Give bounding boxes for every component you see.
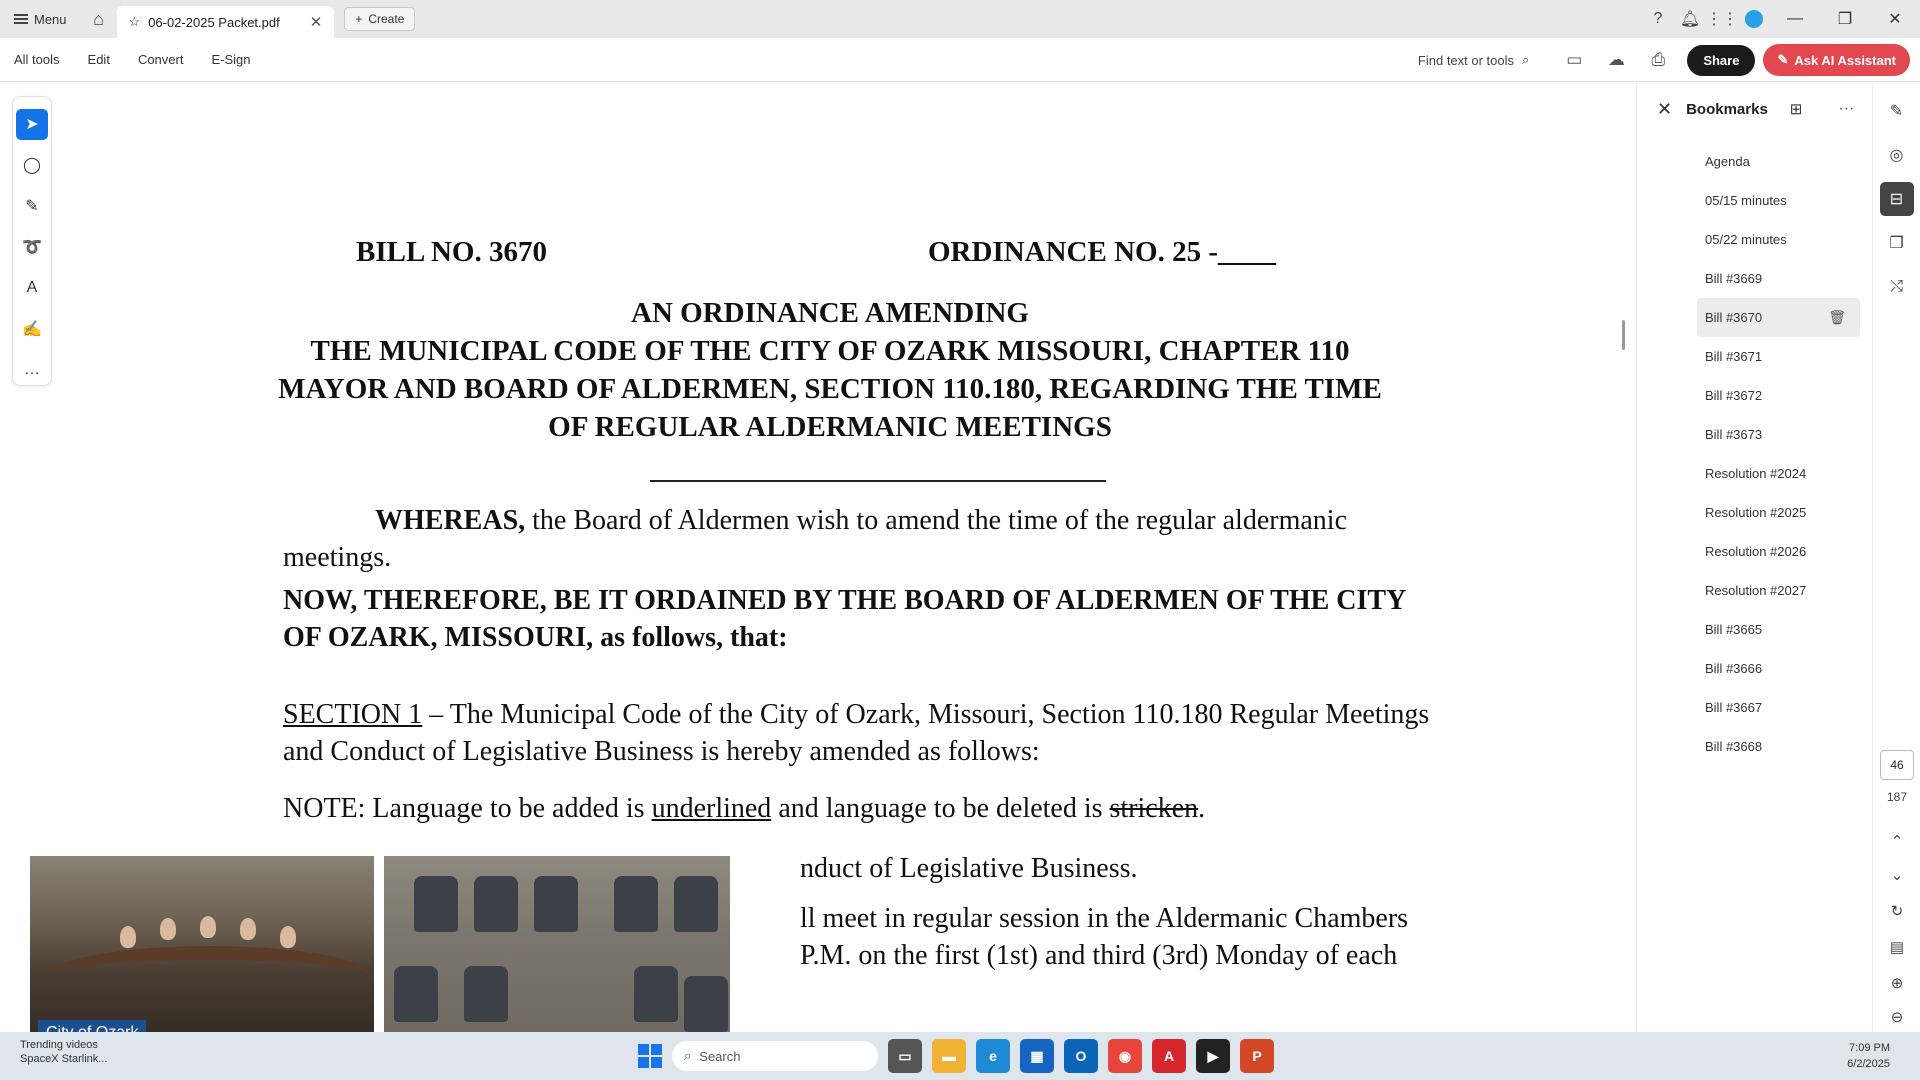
section-label: SECTION 1 [283,699,423,730]
quick-tools-rail [12,96,52,386]
zoom-out-icon[interactable]: ⊖ [1890,1009,1904,1026]
bookmarks-title: Bookmarks [1686,100,1768,118]
chevron-up-icon[interactable]: ⌃ [1890,833,1904,850]
main-toolbar [0,38,1920,82]
bookmark-item[interactable]: Resolution #2027 [1705,583,1807,598]
partial-heading: nduct of Legislative Business. [800,853,1138,884]
partial-body [800,900,1500,974]
comment-icon[interactable]: ◯ [23,157,41,175]
council-member [120,926,136,948]
council-dais [50,946,370,1006]
council-member [200,916,216,938]
comment-panel-icon[interactable]: ◎ [1889,147,1904,164]
find-text-button[interactable] [1418,52,1529,68]
audience-camera [384,856,730,1050]
more-tools-icon[interactable]: … [24,360,40,378]
title-line: OF REGULAR ALDERMANIC MEETINGS [548,411,1112,443]
bell-icon[interactable]: 🔔︎ [1679,11,1701,28]
taskbar-apps [638,1040,1274,1072]
ai-assistant-label: Ask AI Assistant [1794,52,1896,68]
profile-avatar[interactable] [1738,0,1770,38]
select-cursor-icon[interactable]: ➤ [16,109,48,140]
media-player-icon[interactable]: ▶ [1196,1039,1230,1073]
edit-pdf-icon[interactable]: ✎ [1889,103,1904,120]
chrome-icon[interactable]: ◉ [1108,1039,1142,1073]
news-widget[interactable] [20,1038,107,1066]
powerpoint-icon[interactable]: P [1240,1039,1274,1073]
windows-taskbar [0,1032,1920,1080]
chair [634,966,678,1022]
chevron-down-icon[interactable]: ⌄ [1890,867,1904,884]
bookmark-item[interactable]: Bill #3673 [1705,427,1763,442]
note-paragraph [283,790,1433,827]
create-button[interactable] [344,7,415,31]
partial-body-line: P.M. on the first (1st) and third (3rd) Monday of each [800,940,1398,971]
note-text-a: NOTE: Language to be added is [283,793,652,824]
bookmark-list [1637,134,1872,766]
window-controls-area [1642,0,1920,38]
zoom-in-icon[interactable]: ⊕ [1890,975,1904,992]
document-scrollbar[interactable] [1622,320,1625,350]
clock-time: 7:09 PM [1849,1042,1890,1054]
title-tab-bar [0,0,1920,38]
ai-assistant-button[interactable] [1763,44,1910,76]
pages-icon[interactable]: ❐ [1889,235,1904,252]
more-options-icon[interactable]: ··· [1838,100,1855,117]
save-icon[interactable]: ▭ [1566,50,1583,69]
create-label: Create [368,12,405,26]
hamburger-icon [14,14,28,24]
council-chamber-camera [30,856,374,1050]
apps-grid-icon[interactable]: ⋮⋮ [1706,11,1738,28]
document-tab-title: 06-02-2025 Packet.pdf [148,14,280,30]
clock-date: 6/2/2025 [1847,1058,1890,1070]
bookmark-item[interactable]: 05/15 minutes [1705,193,1787,208]
search-icon: ⌕ [1522,52,1530,67]
bookmark-item[interactable]: Bill #3669 [1705,271,1763,286]
ordinance-number: ORDINANCE NO. 25 -____ [928,236,1276,268]
bookmark-item[interactable]: Resolution #2025 [1705,505,1807,520]
title-line: AN ORDINANCE AMENDING [631,297,1029,329]
bookmark-item-selected[interactable] [1697,298,1860,337]
bookmarks-panel [1636,84,1872,1032]
total-pages: 187 [1886,790,1908,804]
current-page-input[interactable]: 46 [1880,750,1914,780]
minimize-icon[interactable]: — [1787,10,1803,27]
chair [534,876,578,932]
restore-icon[interactable]: ❐ [1837,11,1853,28]
bookmark-item[interactable]: Bill #3665 [1705,622,1763,637]
ordained-tail: as follows, that: [593,622,788,653]
trash-icon[interactable]: 🗑︎ [1828,309,1846,325]
star-icon[interactable]: ☆ [128,14,141,29]
windows-start-icon[interactable] [638,1044,662,1068]
title-line: MAYOR AND BOARD OF ALDERMEN, SECTION 110.180, REGARDING THE TIME [278,373,1382,405]
edge-browser-icon[interactable]: e [976,1039,1010,1073]
menu-button[interactable] [0,0,81,38]
bookmark-item[interactable]: Bill #3667 [1705,700,1763,715]
bookmark-item[interactable]: Bill #3668 [1705,739,1763,754]
toolbar-convert[interactable]: Convert [137,52,184,67]
bookmark-selected-label: Bill #3670 [1705,310,1763,325]
council-member [240,918,256,940]
chair [684,976,728,1032]
close-window-icon[interactable]: ✕ [1888,11,1902,28]
home-icon[interactable]: ⌂ [93,8,104,29]
bookmark-item[interactable]: Resolution #2026 [1705,544,1807,559]
document-tab[interactable] [117,6,335,38]
text-box-icon[interactable]: A [26,278,38,296]
chair [414,876,458,932]
close-tab-icon[interactable]: ✕ [309,14,323,31]
chair [464,966,508,1022]
news-line: SpaceX Starlink... [20,1053,108,1065]
title-line: THE MUNICIPAL CODE OF THE CITY OF OZARK MISSOURI, CHAPTER 110 [310,335,1350,367]
taskbar-search[interactable] [672,1041,878,1071]
draw-freeform-icon[interactable]: ➰ [22,239,42,256]
council-member [280,926,296,948]
task-view-icon[interactable]: ▭ [888,1039,922,1073]
ai-assistant-icon: ✎ [1777,52,1789,67]
toolbar-edit[interactable]: Edit [87,52,110,67]
menu-label: Menu [34,11,67,27]
add-bookmark-icon[interactable]: ⊞ [1789,101,1803,118]
chair [474,876,518,932]
note-stricken: stricken [1109,793,1199,824]
bookmark-item[interactable]: Bill #3671 [1705,349,1763,364]
bookmarks-header [1637,84,1872,134]
bookmark-item[interactable]: 05/22 minutes [1705,232,1787,247]
section-text: – The Municipal Code of the City of Ozark, Missouri, Section 110.180 Regular Meetings and Conduct of Legislative Business is hereby amended as follows: [283,699,1430,767]
right-side-rail [1872,84,1920,1032]
upload-cloud-icon[interactable]: ☁ [1607,50,1625,69]
chair [674,876,718,932]
ordinance-title [210,294,1450,446]
outlook-icon[interactable]: O [1064,1039,1098,1073]
note-text-b: and language to be deleted is [771,793,1110,824]
bookmark-item[interactable]: Agenda [1705,154,1750,169]
title-divider [650,480,1106,482]
highlight-pen-icon[interactable]: ✎ [25,198,39,216]
bookmark-panel-icon[interactable]: ⊟ [1880,182,1914,216]
system-clock[interactable] [1847,1040,1890,1072]
section-1-paragraph [283,696,1433,770]
close-panel-icon[interactable]: ✕ [1657,98,1673,119]
whereas-paragraph [283,502,1433,576]
sign-icon[interactable]: ✍ [22,320,42,338]
ordained-text: NOW, THEREFORE, BE IT ORDAINED BY THE BOARD OF ALDERMEN OF THE CITY OF OZARK, MISSOURI, [283,585,1406,653]
find-label: Find text or tools [1417,52,1515,68]
whereas-label: WHEREAS, [375,505,526,536]
plus-icon: + [355,12,363,26]
acrobat-icon[interactable]: A [1152,1039,1186,1073]
partial-body-line: ll meet in regular session in the Aldermanic Chambers [800,903,1409,934]
help-icon[interactable]: ? [1653,10,1663,27]
ordained-paragraph [283,582,1433,656]
share-button[interactable]: Share [1687,45,1755,76]
share-link-icon[interactable]: ⤭ [1890,278,1903,295]
file-explorer-icon[interactable]: ▬ [932,1039,966,1073]
note-text-c: . [1198,793,1206,824]
page-fit-icon[interactable]: ▤ [1889,939,1905,956]
bookmark-item[interactable]: Resolution #2024 [1705,466,1807,481]
bookmark-item[interactable]: Bill #3666 [1705,661,1763,676]
bookmark-item[interactable]: Bill #3672 [1705,388,1763,403]
search-icon: ⌕ [684,1048,692,1063]
chair [614,876,658,932]
bill-number: BILL NO. 3670 [356,236,547,268]
toolbar-esign[interactable]: E-Sign [211,52,251,67]
chair [394,966,438,1022]
search-placeholder: Search [699,1048,741,1064]
store-icon[interactable]: ▦ [1020,1039,1054,1073]
whereas-text: the Board of Aldermen wish to amend the time of the regular aldermanic meetings. [283,505,1347,573]
bill-header-row [356,236,1276,269]
toolbar-all-tools[interactable]: All tools [14,52,60,67]
print-icon[interactable]: ⎙ [1651,50,1666,69]
council-member [160,918,176,940]
rotate-icon[interactable]: ↻ [1890,903,1904,920]
note-underlined: underlined [651,793,772,824]
news-line: Trending videos [20,1039,98,1051]
